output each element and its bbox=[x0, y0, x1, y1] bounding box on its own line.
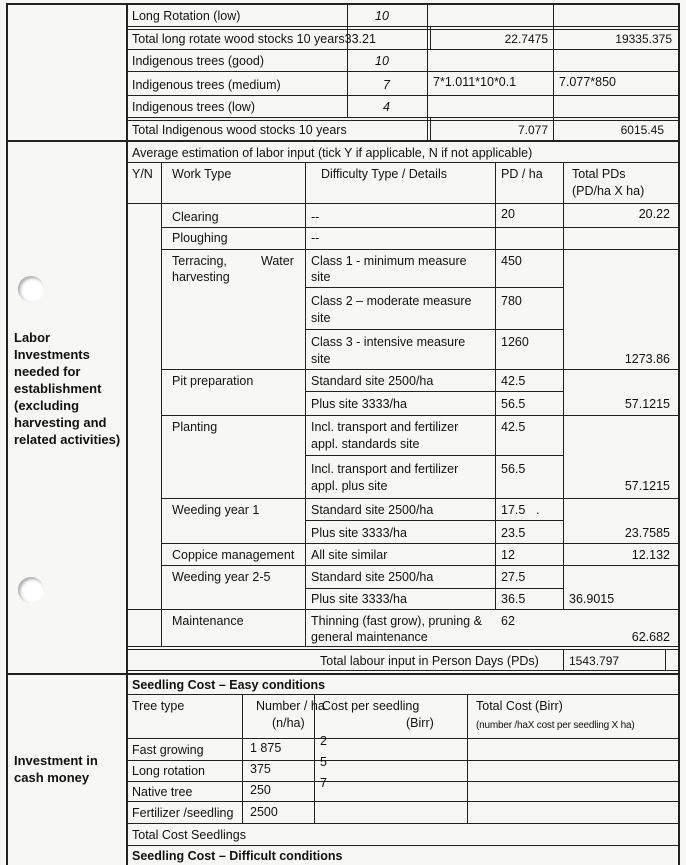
indig-medium-calc-a: 7*1.011*10*0.1 bbox=[433, 75, 517, 89]
labor-header: Average estimation of labor input (tick Y if applicable, N if not applicable) bbox=[132, 146, 533, 160]
cash-col-cost-b: (Birr) bbox=[406, 716, 434, 730]
row-clearing-diff: -- bbox=[311, 210, 320, 224]
labor-total-label: Total labour input in Person Days (PDs) bbox=[320, 654, 539, 668]
cash-row-number: 2500 bbox=[250, 805, 278, 819]
row-weed1-std-diff: Standard site 2500/ha bbox=[311, 503, 434, 517]
row-clearing-total: 20.22 bbox=[638, 207, 670, 221]
row-terracing-work-b: Water bbox=[261, 254, 294, 268]
col-pd-ha: PD / ha bbox=[501, 167, 543, 181]
row-terracing-diff-b: site bbox=[311, 270, 331, 284]
binder-hole bbox=[18, 577, 44, 603]
row-plant-std-diff-a: Incl. transport and fertilizer bbox=[311, 420, 459, 434]
indig-good-label: Indigenous trees (good) bbox=[132, 54, 265, 68]
row-maint-diff-a: Thinning (fast grow), pruning & bbox=[311, 614, 482, 628]
row-class2-diff-a: Class 2 – moderate measure bbox=[311, 294, 472, 308]
row-class3-total: 1273.86 bbox=[624, 352, 670, 366]
total-long-a: 22.7475 bbox=[504, 32, 548, 46]
long-rotation-low-value: 10 bbox=[375, 9, 389, 23]
indig-low-value: 4 bbox=[383, 100, 390, 114]
row-plant-plus-diff-b: appl. plus site bbox=[311, 479, 388, 493]
row-plant-std-diff-b: appl. standards site bbox=[311, 437, 420, 451]
cash-col-total-b: (number /haX cost per seedling X ha) bbox=[476, 720, 635, 731]
row-coppice-work: Coppice management bbox=[172, 548, 295, 562]
cash-row-tree: Fertilizer /seedling bbox=[132, 806, 234, 820]
indig-low-label: Indigenous trees (low) bbox=[132, 100, 255, 114]
row-plant-std-pd: 42.5 bbox=[501, 420, 526, 434]
cash-col-number-a: Number / ha bbox=[256, 699, 325, 713]
row-coppice-total: 12.132 bbox=[631, 548, 670, 562]
row-plant-plus-total: 57.1215 bbox=[624, 479, 670, 493]
row-weed1-plus-diff: Plus site 3333/ha bbox=[311, 526, 407, 540]
total-indig-b: 6015.45 bbox=[620, 123, 664, 137]
row-maint-total: 62.682 bbox=[631, 630, 670, 644]
row-maint-pd: 62 bbox=[501, 614, 515, 628]
difficult-title: Seedling Cost – Difficult conditions bbox=[132, 849, 343, 863]
row-class2-diff-b: site bbox=[311, 311, 331, 325]
cash-col-number-b: (n/ha) bbox=[272, 716, 305, 730]
col-work-type: Work Type bbox=[172, 167, 232, 181]
row-weed25-work: Weeding year 2-5 bbox=[172, 570, 271, 584]
cash-total-label: Total Cost Seedlings bbox=[132, 828, 246, 842]
total-long-b: 19335.375 bbox=[615, 32, 672, 46]
row-pit-std-diff: Standard site 2500/ha bbox=[311, 374, 434, 388]
row-weed1-work: Weeding year 1 bbox=[172, 503, 260, 517]
row-weed25-plus-pd: 36.5 bbox=[501, 592, 526, 606]
col-total-pds: Total PDs bbox=[572, 167, 626, 181]
row-coppice-diff: All site similar bbox=[311, 548, 388, 562]
row-planting-work: Planting bbox=[172, 420, 218, 434]
col-difficulty: Difficulty Type / Details bbox=[321, 167, 447, 181]
row-terracing-pd: 450 bbox=[501, 254, 522, 268]
indig-medium-label: Indigenous trees (medium) bbox=[132, 78, 281, 92]
cash-row-cost: 2 bbox=[320, 734, 327, 748]
cash-row-tree: Native tree bbox=[132, 785, 193, 799]
row-terracing-work-a: Terracing, bbox=[172, 254, 227, 268]
indig-medium-calc-b: 7.077*850 bbox=[559, 75, 617, 89]
binder-hole bbox=[18, 276, 44, 302]
total-long-label: Total long rotate wood stocks 10 years33.21 bbox=[132, 32, 376, 46]
labor-total-value: 1543.797 bbox=[569, 654, 620, 668]
row-terracing-diff-a: Class 1 - minimum measure bbox=[311, 254, 467, 268]
row-clearing-pd: 20 bbox=[501, 207, 515, 221]
row-pit-plus-pd: 56.5 bbox=[501, 397, 526, 411]
row-weed1-plus-pd: 23.5 bbox=[501, 526, 526, 540]
easy-title: Seedling Cost – Easy conditions bbox=[132, 678, 326, 692]
row-pit-plus-total: 57.1215 bbox=[624, 397, 670, 411]
cash-side-label: Investment in cash money bbox=[14, 753, 98, 785]
row-weed25-plus-total: 36.9015 bbox=[569, 592, 615, 606]
row-clearing-work: Clearing bbox=[172, 210, 219, 224]
cash-col-total-a: Total Cost (Birr) bbox=[476, 699, 563, 713]
cash-row-tree: Fast growing bbox=[132, 743, 204, 757]
row-weed25-std-pd: 27.5 bbox=[501, 570, 526, 584]
row-pit-plus-diff: Plus site 3333/ha bbox=[311, 397, 407, 411]
row-ploughing-work: Ploughing bbox=[172, 231, 228, 245]
row-class3-pd: 1260 bbox=[501, 335, 529, 349]
row-maint-work: Maintenance bbox=[172, 614, 244, 628]
indig-good-value: 10 bbox=[375, 54, 389, 68]
row-coppice-pd: 12 bbox=[501, 548, 515, 562]
cash-row-cost: 5 bbox=[320, 755, 327, 769]
row-weed1-plus-total: 23.7585 bbox=[624, 526, 670, 540]
row-class3-diff-b: site bbox=[311, 352, 331, 366]
row-plant-plus-diff-a: Incl. transport and fertilizer bbox=[311, 462, 459, 476]
row-weed1-mark: . bbox=[536, 503, 540, 517]
cash-col-tree: Tree type bbox=[132, 699, 185, 713]
cash-row-number: 1 875 bbox=[250, 741, 282, 755]
cash-row-cost: 7 bbox=[320, 776, 327, 790]
cash-row-number: 375 bbox=[250, 762, 271, 776]
indig-medium-value: 7 bbox=[383, 78, 390, 92]
row-terracing-work-c: harvesting bbox=[172, 270, 230, 284]
total-indig-a: 7.077 bbox=[517, 123, 548, 137]
row-pit-std-pd: 42.5 bbox=[501, 374, 526, 388]
row-maint-diff-b: general maintenance bbox=[311, 630, 428, 644]
cash-row-tree: Long rotation bbox=[132, 764, 205, 778]
total-indig-label: Total Indigenous wood stocks 10 years bbox=[132, 123, 347, 137]
long-rotation-low-label: Long Rotation (low) bbox=[132, 9, 241, 23]
col-yn: Y/N bbox=[132, 167, 153, 181]
row-class3-diff-a: Class 3 - intensive measure bbox=[311, 335, 466, 349]
row-weed25-std-diff: Standard site 2500/ha bbox=[311, 570, 434, 584]
cash-col-cost-a: Cost per seedling bbox=[322, 699, 420, 713]
col-total-pds-formula: (PD/ha X ha) bbox=[572, 184, 645, 198]
labor-side-label: Labor Investments needed for establishment (excluding harvesting and related activities) bbox=[14, 330, 121, 447]
row-pit-work: Pit preparation bbox=[172, 374, 254, 388]
row-ploughing-diff: -- bbox=[311, 231, 320, 245]
cash-row-number: 250 bbox=[250, 783, 271, 797]
row-weed25-plus-diff: Plus site 3333/ha bbox=[311, 592, 407, 606]
row-class2-pd: 780 bbox=[501, 294, 522, 308]
row-plant-plus-pd: 56.5 bbox=[501, 462, 526, 476]
row-weed1-std-pd: 17.5 bbox=[501, 503, 526, 517]
